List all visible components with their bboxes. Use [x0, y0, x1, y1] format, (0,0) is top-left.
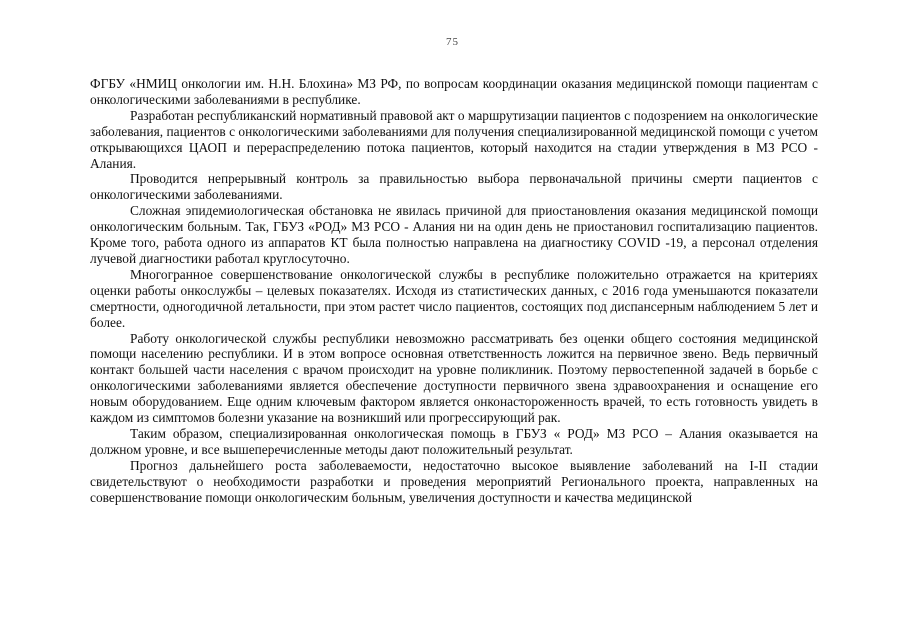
- page-number: 75: [446, 36, 459, 48]
- paragraph-1: ФГБУ «НМИЦ онкологии им. Н.Н. Блохина» МЗ РФ, по вопросам координации оказания медицинской помощи пациентам с онкологическими заболеваниями в республике.: [90, 76, 818, 107]
- paragraph-8: Прогноз дальнейшего роста заболеваемости, недостаточно высокое выявление заболеваний на I-II стадии свидетельствуют о необходимости разработки и проведения мероприятий Регионального проекта, направленных на совершенствование помощи онкологическим больным, увеличения доступности и качества медицинской: [90, 457, 818, 505]
- paragraph-2: Разработан республиканский нормативный правовой акт о маршрутизации пациентов с подозрением на онкологические заболевания, пациентов с онкологическими заболеваниями для получения специализированной медицинской помощи с учетом открывающихся ЦАОП и перераспределению потока пациентов, который находится на стадии утверждения в МЗ РСО - Алания.: [90, 107, 818, 171]
- paragraph-7: Таким образом, специализированная онкологическая помощь в ГБУЗ « РОД» МЗ РСО – Алания оказывается на должном уровне, и все вышеперечисленные методы дают положительный результат.: [90, 425, 818, 457]
- document-body: [90, 76, 818, 505]
- paragraph-5: Многогранное совершенствование онкологической службы в республике положительно отражается на критериях оценки работы онкослужбы – целевых показателях. Исходя из статистических данных, с 2016 года уменьшаются показатели смертности, одногодичной летальности, при этом растет число пациентов, состоящих под диспансерным наблюдением 5 лет и более.: [90, 266, 818, 330]
- paragraph-6: Работу онкологической службы республики невозможно рассматривать без оценки общего состояния медицинской помощи населению республики. И в этом вопросе основная ответственность ложится на первичное звено. Ведь первичный контакт большей части населения с врачом происходит на уровне поликлиник. Поэтому первостепенной задачей в борьбе с онкологическими заболеваниями является обеспечение доступности первичного звена здравоохранения и оснащение его новым оборудованием. Еще одним ключевым фактором является онконастороженность врачей, то есть готовность увидеть в каждом из симптомов болезни указание на возникший или прогрессирующий рак.: [90, 330, 818, 426]
- paragraph-4: Сложная эпидемиологическая обстановка не явилась причиной для приостановления оказания медицинской помощи онкологическим больным. Так, ГБУЗ «РОД» МЗ РСО - Алания ни на один день не приостановил госпитализацию пациентов. Кроме того, работа одного из аппаратов КТ была полностью направлена на диагностику COVID -19, а персонал отделения лучевой диагностики работал круглосуточно.: [90, 203, 818, 266]
- paragraph-3: Проводится непрерывный контроль за правильностью выбора первоначальной причины смерти пациентов с онкологическими заболеваниями.: [90, 171, 818, 203]
